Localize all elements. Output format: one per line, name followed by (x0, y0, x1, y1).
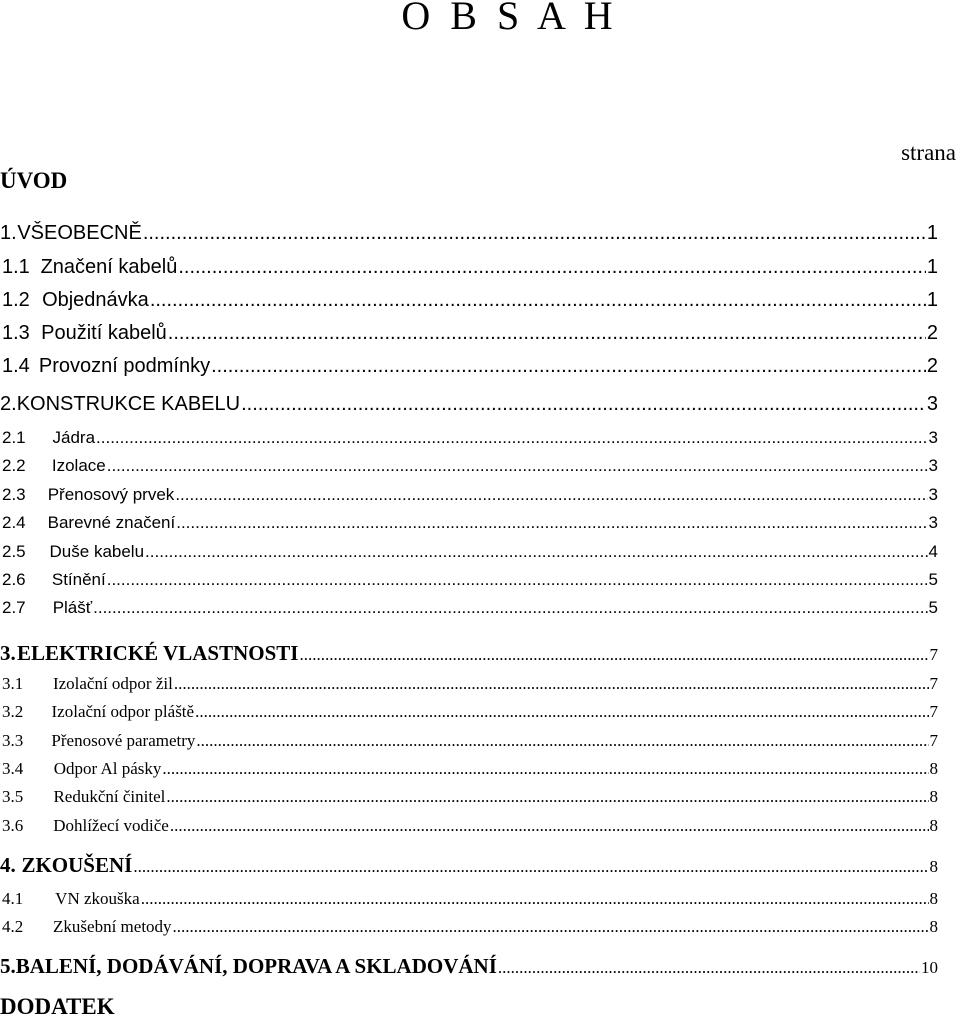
dot-leader (175, 485, 927, 505)
toc-entry[interactable] (0, 674, 938, 694)
toc-entry-number: 1.4 (2, 355, 30, 377)
dot-leader (196, 731, 928, 751)
toc-entry-page-number: 7 (929, 702, 938, 721)
dot-leader (133, 857, 928, 877)
toc-entry-number: 4. (0, 853, 16, 877)
toc-entry-title: ZKOUŠENÍ (21, 853, 133, 877)
toc-entry[interactable] (0, 641, 938, 666)
toc-entry-title: Použití kabelů (41, 322, 167, 344)
toc-entry-page-number: 7 (929, 731, 938, 750)
dot-leader (170, 816, 929, 836)
toc-entry-title: Izolační odpor pláště (51, 702, 195, 721)
toc-entry-title: Provozní podmínky (38, 355, 211, 377)
toc-entry-title: Odpor Al pásky (53, 759, 162, 778)
toc-entry-title: Jádra (52, 428, 96, 447)
toc-entry-title: Značení kabelů (40, 256, 178, 278)
toc-entry-number: 3.6 (2, 816, 24, 835)
dot-leader (498, 958, 920, 978)
toc-entry-title: ELEKTRICKÉ VLASTNOSTI (16, 641, 299, 665)
toc-entry-number: 3.4 (2, 759, 24, 778)
dot-leader (96, 428, 928, 448)
toc-entry[interactable] (0, 222, 938, 245)
dot-leader (145, 542, 927, 562)
toc-entry-page-number: 3 (928, 513, 938, 532)
toc-entry-page-number: 2 (926, 355, 938, 377)
toc-entry-number: 1.1 (2, 256, 30, 278)
toc-entry-page-number: 7 (929, 674, 938, 693)
toc-entry-number: 1. (0, 222, 17, 244)
dot-leader (107, 456, 928, 476)
toc-entry[interactable] (0, 289, 938, 312)
toc-entry-page-number: 8 (929, 759, 938, 778)
toc-entry[interactable] (0, 570, 938, 590)
toc-entry-title: KONSTRUKCE KABELU (16, 393, 241, 415)
toc-entry-title: VŠEOBECNĚ (17, 222, 142, 244)
dot-leader (178, 256, 926, 279)
toc-entry-page-number: 4 (928, 542, 938, 561)
toc-entry-page-number: 3 (928, 428, 938, 447)
dot-leader (166, 787, 928, 807)
toc-entry-number: 1.3 (2, 322, 30, 344)
dot-leader (299, 645, 928, 665)
toc-entry[interactable] (0, 816, 938, 836)
toc-entry[interactable] (0, 889, 938, 909)
toc-entry-title: Zkušební metody (53, 917, 172, 936)
toc-entry-number: 2.7 (2, 598, 26, 617)
dot-leader (93, 598, 927, 618)
toc-entry[interactable] (0, 322, 938, 345)
toc-entry[interactable] (0, 393, 938, 416)
toc-entry-number: 3.1 (2, 674, 24, 693)
toc-appendix-heading: DODATEK (0, 994, 115, 1019)
toc-entry-number: 2.3 (2, 485, 26, 504)
toc-entry-page-number: 8 (929, 787, 938, 806)
dot-leader (168, 322, 926, 345)
toc-entry[interactable] (0, 954, 938, 979)
dot-leader (107, 570, 928, 590)
toc-entry-title: Přenosový prvek (47, 485, 175, 504)
toc-entry-page-number: 2 (926, 322, 938, 344)
toc-entry-number: 3.3 (2, 731, 24, 750)
toc-entry[interactable] (0, 428, 938, 448)
dot-leader (143, 222, 926, 245)
toc-entry-title: Duše kabelu (49, 542, 145, 561)
toc-entry-number: 2.4 (2, 513, 26, 532)
toc-entry-title: Plášť (52, 598, 93, 617)
toc-entry-title: Objednávka (42, 289, 149, 311)
dot-leader (141, 889, 929, 909)
dot-leader (150, 289, 926, 312)
toc-entry[interactable] (0, 456, 938, 476)
toc-entry-number: 2.6 (2, 570, 26, 589)
dot-leader (195, 702, 928, 722)
toc-entry[interactable] (0, 355, 938, 378)
toc-entry-number: 3.2 (2, 702, 24, 721)
toc-entry-page-number: 8 (929, 917, 938, 936)
toc-entry-page-number: 8 (929, 857, 938, 876)
dot-leader (211, 355, 926, 378)
dot-leader (176, 513, 927, 533)
toc-entry-title: Barevné značení (47, 513, 176, 532)
toc-entry[interactable] (0, 917, 938, 937)
toc-entry-page-number: 3 (928, 456, 938, 475)
toc-entry-title: VN zkouška (55, 889, 140, 908)
toc-entry-number: 4.1 (2, 889, 24, 908)
toc-entry[interactable] (0, 542, 938, 562)
toc-entry-number: 2.5 (2, 542, 26, 561)
toc-entry-number: 2. (0, 393, 17, 415)
toc-entry-number: 3. (0, 641, 16, 665)
toc-entry-page-number: 1 (926, 222, 938, 244)
toc-entry-page-number: 3 (926, 393, 938, 415)
toc-entry-page-number: 1 (926, 289, 938, 311)
toc-entry-title: Přenosové parametry (51, 731, 196, 750)
page-title: O B S A H (401, 0, 615, 38)
toc-entry[interactable] (0, 759, 938, 779)
toc-entry-page-number: 5 (928, 598, 938, 617)
toc-entry-title: Redukční činitel (53, 787, 166, 806)
toc-entry-number: 2.1 (2, 428, 26, 447)
toc-entry-title: Izolační odpor žil (52, 674, 173, 693)
dot-leader (173, 917, 929, 937)
toc-entry-number: 2.2 (2, 456, 26, 475)
toc-entry-title: Dohlížecí vodiče (53, 816, 169, 835)
toc-entry-page-number: 10 (921, 958, 938, 977)
toc-entry-page-number: 7 (929, 645, 938, 664)
toc-entry-number: 3.5 (2, 787, 24, 806)
toc-entry-page-number: 5 (928, 570, 938, 589)
toc-entry-number: 5. (0, 954, 16, 978)
toc-entry-page-number: 8 (929, 816, 938, 835)
toc-entry-title: Stínění (51, 570, 106, 589)
toc-entry-title: BALENÍ, DODÁVÁNÍ, DOPRAVA A SKLADOVÁNÍ (15, 954, 497, 978)
page-column-label: strana (901, 140, 956, 165)
toc-entry-page-number: 1 (926, 256, 938, 278)
dot-leader (241, 393, 926, 416)
toc-entry-number: 1.2 (2, 289, 30, 311)
toc-entry-page-number: 8 (929, 889, 938, 908)
toc-entry[interactable] (0, 731, 938, 751)
toc-entry-number: 4.2 (2, 917, 24, 936)
toc-intro-heading: ÚVOD (0, 168, 68, 193)
dot-leader (162, 759, 928, 779)
toc-entry[interactable] (0, 513, 938, 533)
toc-entry-title: Izolace (51, 456, 106, 475)
toc-entry[interactable] (0, 702, 938, 722)
toc-entry[interactable] (0, 256, 938, 279)
toc-entry[interactable] (0, 787, 938, 807)
toc-entry[interactable] (0, 598, 938, 618)
toc-entry[interactable] (0, 485, 938, 505)
dot-leader (174, 674, 929, 694)
toc-entry-page-number: 3 (928, 485, 938, 504)
toc-entry[interactable] (0, 853, 938, 878)
